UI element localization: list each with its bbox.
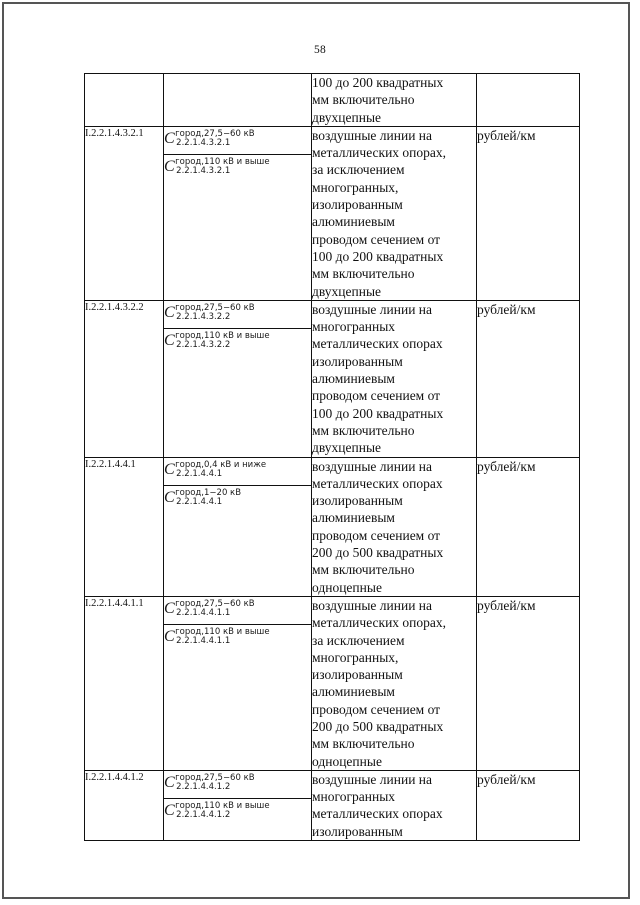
rate-symbol-subscript: 2.2.1.4.3.2.2 [176,339,231,350]
description-line: алюминиевым [312,684,395,700]
rate-symbol-subscript: 2.2.1.4.3.2.2 [176,311,231,322]
rate-symbol-subscript: 2.2.1.4.3.2.1 [176,165,231,176]
description-line: мм включительно [312,266,415,282]
page-number: 58 [313,44,327,56]
rate-symbols [164,301,311,356]
description-line: проводом сечением от [312,527,441,543]
rate-symbol [164,127,311,155]
rate-symbol-superscript: город,27,5−60 кВ [175,302,255,313]
rate-symbol-superscript: город,27,5−60 кВ [175,128,255,139]
description-line: проводом сечением от [312,388,441,404]
item-unit: рублей/км [477,126,580,300]
description-line: алюминиевым [312,214,395,230]
table-row [85,457,580,596]
rate-symbol-subscript: 2.2.1.4.4.1.2 [176,781,231,792]
table-row [85,596,580,770]
rate-symbols-cell [164,74,312,127]
description-line: 200 до 500 квадратных [312,545,444,561]
rate-symbol-letter: C [164,599,175,617]
rates-table-body [85,74,580,841]
rate-symbol-subscript: 2.2.1.4.4.1 [176,468,223,479]
item-unit: рублей/км [477,300,580,457]
description-line: мм включительно [312,562,415,578]
description-line: многогранных [312,319,396,335]
rate-symbol [164,771,311,799]
item-code: I.2.2.1.4.4.1.2 [85,770,164,840]
item-code [85,74,164,127]
description-line: воздушные линии на [312,597,433,613]
rate-symbol [164,798,311,826]
description-line: изолированным [312,353,403,369]
table-row [85,300,580,457]
rate-symbol-letter: C [164,773,175,791]
description-line: мм включительно [312,92,415,108]
rate-symbol-superscript: город,1−20 кВ [175,487,242,498]
description-line: металлических опорах, [312,615,447,631]
rate-symbol [164,597,311,625]
description-line: алюминиевым [312,510,395,526]
description-line: изолированным [312,667,403,683]
rate-symbols-cell [164,596,312,770]
description-line: металлических опорах [312,475,443,491]
rate-symbol-letter: C [164,303,175,321]
description-line: изолированным [312,493,403,509]
rate-symbols [164,771,311,826]
rate-symbol-letter: C [164,488,175,506]
description-line: металлических опорах [312,336,443,352]
rate-symbol-letter: C [164,157,175,175]
description-line: за исключением [312,632,405,648]
rate-symbols-cell [164,126,312,300]
rate-symbol-letter: C [164,801,175,819]
description-line: за исключением [312,162,405,178]
description-line: воздушные линии на [312,458,433,474]
rate-symbol-subscript: 2.2.1.4.4.1 [176,496,223,507]
item-description [312,770,477,840]
rate-symbol-subscript: 2.2.1.4.3.2.1 [176,137,231,148]
rate-symbols-cell [164,770,312,840]
description-line: металлических опорах [312,806,443,822]
table-row [85,770,580,840]
rate-symbol [164,458,311,486]
rate-symbol [164,328,311,356]
description-line: одноцепные [312,579,382,595]
description-line: проводом сечением от [312,701,441,717]
rate-symbol-subscript: 2.2.1.4.4.1.1 [176,607,231,618]
rate-symbols [164,597,311,652]
rate-symbol-superscript: город,110 кВ и выше [175,330,270,341]
rate-symbol-subscript: 2.2.1.4.4.1.2 [176,809,231,820]
rate-symbol [164,624,311,652]
item-unit: рублей/км [477,457,580,596]
rate-symbol-superscript: город,110 кВ и выше [175,626,270,637]
item-description [312,74,477,127]
rate-symbol-superscript: город,110 кВ и выше [175,156,270,167]
description-line: 100 до 200 квадратных [312,248,444,264]
item-unit: рублей/км [477,770,580,840]
description-line: 200 до 500 квадратных [312,718,444,734]
rate-symbol-superscript: город,27,5−60 кВ [175,598,255,609]
description-line: многогранных, [312,649,399,665]
rate-symbol-letter: C [164,460,175,478]
item-code: I.2.2.1.4.4.1.1 [85,596,164,770]
item-unit: рублей/км [477,596,580,770]
description-line: воздушные линии на [312,301,433,317]
item-code: I.2.2.1.4.3.2.1 [85,126,164,300]
description-line: изолированным [312,197,403,213]
rate-symbol-letter: C [164,627,175,645]
rate-symbols [164,127,311,182]
description-line: двухцепные [312,283,382,299]
item-description [312,457,477,596]
rates-table [84,73,580,841]
table-row [85,74,580,127]
rate-symbol-superscript: город,110 кВ и выше [175,800,270,811]
rate-symbols-cell [164,300,312,457]
rate-symbol-letter: C [164,331,175,349]
item-description [312,300,477,457]
description-line: одноцепные [312,753,382,769]
description-line: 100 до 200 квадратных [312,405,444,421]
description-line: двухцепные [312,109,382,125]
rate-symbol [164,485,311,513]
rate-symbol-letter: C [164,129,175,147]
item-code: I.2.2.1.4.3.2.2 [85,300,164,457]
item-description [312,596,477,770]
description-line: многогранных [312,789,396,805]
rate-symbols [164,458,311,513]
rate-symbol [164,154,311,182]
description-line: многогранных, [312,179,399,195]
description-line: воздушные линии на [312,127,433,143]
item-code: I.2.2.1.4.4.1 [85,457,164,596]
description-line: двухцепные [312,440,382,456]
item-unit [477,74,580,127]
rate-symbol-superscript: город,27,5−60 кВ [175,772,255,783]
description-line: изолированным [312,823,403,839]
description-line: металлических опорах, [312,145,447,161]
description-line: проводом сечением от [312,231,441,247]
item-description [312,126,477,300]
table-row [85,126,580,300]
description-line: алюминиевым [312,371,395,387]
rate-symbol [164,301,311,329]
description-line: мм включительно [312,736,415,752]
description-line: мм включительно [312,422,415,438]
rate-symbols-cell [164,457,312,596]
rate-symbol-subscript: 2.2.1.4.4.1.1 [176,635,231,646]
rate-symbol-superscript: город,0,4 кВ и ниже [175,459,267,470]
description-line: воздушные линии на [312,771,433,787]
description-line: 100 до 200 квадратных [312,75,444,90]
